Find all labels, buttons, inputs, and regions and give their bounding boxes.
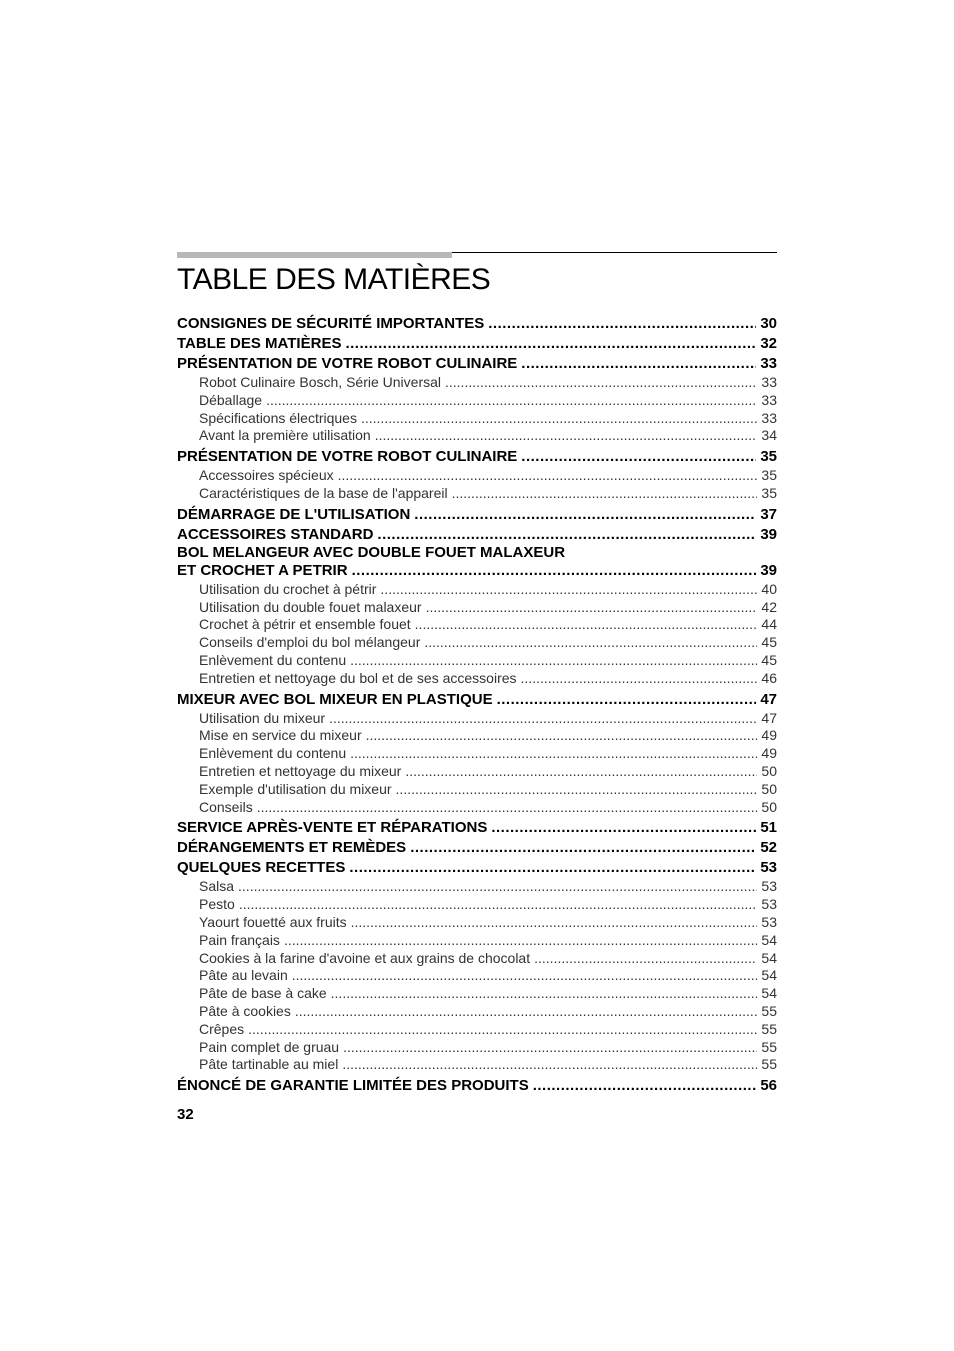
toc-section-entry[interactable] [177,314,777,334]
toc-entry-page: 39 [760,525,777,543]
toc-dot-leader [497,690,757,710]
toc-dot-leader [342,1056,757,1074]
toc-subsection-entry[interactable] [177,581,777,599]
toc-section-entry[interactable] [177,858,777,878]
toc-subsection-entry[interactable] [177,1021,777,1039]
toc-entry-label: Yaourt fouetté aux fruits [199,913,347,930]
toc-dot-leader [350,652,757,670]
toc-entry-page: 53 [761,913,777,930]
toc-entry-page: 53 [760,859,777,877]
toc-entry-label: Pâte de base à cake [199,985,327,1002]
toc-entry-page: 30 [760,315,777,332]
toc-entry-label: Spécifications électriques [199,409,357,426]
toc-entry-page: 35 [761,467,777,484]
toc-entry-page: 52 [760,839,777,857]
toc-dot-leader [415,616,758,634]
toc-entry-page: 45 [761,634,777,651]
toc-subsection-entry[interactable] [177,427,777,445]
toc-entry-label: Pâte à cookies [199,1002,291,1019]
toc-subsection-entry[interactable] [177,799,777,817]
toc-entry-label: Utilisation du mixeur [199,709,326,726]
toc-dot-leader [426,599,758,617]
toc-entry-label: PRÉSENTATION DE VOTRE ROBOT CULINAIRE [177,355,518,372]
toc-entry-label: ET CROCHET A PETRIR [177,561,348,579]
toc-entry-page: 39 [760,561,777,579]
toc-entry-label: DÉMARRAGE DE L'UTILISATION [177,505,411,523]
toc-dot-leader [350,745,757,763]
toc-section-entry[interactable] [177,1076,777,1096]
toc-section-entry[interactable] [177,354,777,374]
toc-entry-label: Enlèvement du contenu [199,745,347,762]
toc-entry-label: Pain français [199,931,280,948]
toc-entry-label: Crochet à pétrir et ensemble fouet [199,616,411,633]
toc-dot-leader [452,485,758,503]
toc-dot-leader [521,354,756,374]
toc-dot-leader [345,334,756,354]
page-number: 32 [177,1106,194,1123]
toc-subsection-entry[interactable] [177,710,777,728]
toc-entry-page: 50 [761,798,777,815]
toc-dot-leader [351,914,758,932]
toc-entry-label: TABLE DES MATIÈRES [177,335,342,352]
toc-dot-leader [424,634,757,652]
toc-entry-label: Pâte tartinable au miel [199,1056,339,1073]
toc-dot-leader [366,727,758,745]
toc-dot-leader [405,763,757,781]
toc-entry-page: 46 [761,669,777,686]
toc-dot-leader [534,950,757,968]
toc-section-entry[interactable] [177,447,777,467]
toc-entry-label: Pain complet de gruau [199,1038,340,1055]
toc-dot-leader [331,985,758,1003]
toc-entry-page: 47 [761,709,777,726]
toc-entry-page: 40 [761,580,777,597]
toc-subsection-entry[interactable] [177,745,777,763]
toc-entry-page: 53 [761,878,777,895]
toc-entry-label: Caractéristiques de la base de l'appareil [199,484,448,501]
toc-entry-page: 55 [761,1038,777,1055]
toc-entry-label: Robot Culinaire Bosch, Série Universal [199,374,441,390]
toc-dot-leader [361,410,757,428]
toc-entry-label: CONSIGNES DE SÉCURITÉ IMPORTANTES [177,315,485,332]
toc-subsection-entry[interactable] [177,467,777,485]
toc-entry-label: Pesto [199,896,235,913]
toc-entry-label: Salsa [199,878,235,895]
page-title: TABLE DES MATIÈRES [177,263,491,296]
toc-entry-page: 45 [761,651,777,668]
toc-dot-leader [338,467,758,485]
toc-entry-page: 53 [761,896,777,913]
toc-subsection-entry[interactable] [177,781,777,799]
toc-entry-page: 55 [761,1020,777,1037]
toc-entry-label: Entretien et nettoyage du mixeur [199,762,402,779]
toc-entry-page: 55 [761,1002,777,1019]
toc-subsection-entry[interactable] [177,616,777,634]
toc-entry-label: Pâte au levain [199,967,288,984]
toc-entry-label: PRÉSENTATION DE VOTRE ROBOT CULINAIRE [177,448,518,466]
toc-entry-label: Accessoires spécieux [199,467,334,484]
toc-entry-page: 42 [761,598,777,615]
toc-subsection-entry[interactable] [177,967,777,985]
toc-dot-leader [295,1003,758,1021]
toc-entry-page: 49 [761,745,777,762]
toc-entry-page: 33 [760,355,777,372]
toc-dot-leader [396,781,758,799]
toc-dot-leader [380,581,757,599]
toc-subsection-entry[interactable] [177,950,777,968]
toc-subsection-entry[interactable] [177,985,777,1003]
toc-entry-label: Conseils [199,798,253,815]
toc-subsection-entry[interactable] [177,374,777,392]
toc-subsection-entry[interactable] [177,932,777,950]
toc-dot-leader [521,447,756,467]
toc-subsection-entry[interactable] [177,763,777,781]
toc-subsection-entry[interactable] [177,670,777,688]
toc-subsection-entry[interactable] [177,410,777,428]
toc-section-entry[interactable] [177,818,777,838]
toc-entry-page: 44 [761,616,777,633]
toc-entry-label: Mise en service du mixeur [199,727,362,744]
toc-entry-line: BOL MELANGEUR AVEC DOUBLE FOUET MALAXEUR [177,543,566,561]
toc-entry-label: SERVICE APRÈS-VENTE ET RÉPARATIONS [177,819,488,837]
toc-entry-page: 49 [761,727,777,744]
toc-entry-page: 51 [760,819,777,837]
toc-dot-leader [414,505,756,525]
toc-entry-label: Conseils d'emploi du bol mélangeur [199,634,421,651]
toc-section-entry[interactable] [177,838,777,858]
toc-dot-leader [257,799,758,817]
toc-subsection-entry[interactable] [177,652,777,670]
toc-section-entry[interactable] [177,334,777,354]
toc-entry-label: Entretien et nettoyage du bol et de ses accessoires [199,669,517,686]
toc-entry-label: DÉRANGEMENTS ET REMÈDES [177,839,407,857]
toc-entry-page: 33 [761,391,777,408]
table-of-contents [177,314,777,1096]
toc-entry-label: Cookies à la farine d'avoine et aux grains de chocolat [199,949,531,966]
toc-entry-page: 37 [760,505,777,523]
toc-entry-page: 55 [761,1056,777,1073]
toc-dot-leader [488,314,756,334]
toc-dot-leader [349,858,756,878]
toc-entry-label: Crêpes [199,1020,245,1037]
toc-entry-page: 54 [761,967,777,984]
toc-subsection-entry[interactable] [177,599,777,617]
header-rule-bar [177,252,452,258]
toc-subsection-entry[interactable] [177,392,777,410]
toc-section-entry[interactable] [177,525,777,545]
toc-dot-leader [266,392,757,410]
toc-entry-page: 35 [761,484,777,501]
toc-dot-leader [445,374,757,392]
toc-subsection-entry[interactable] [177,914,777,932]
toc-dot-leader [533,1076,757,1096]
toc-entry-page: 50 [761,780,777,797]
toc-subsection-entry[interactable] [177,1039,777,1057]
header-rule [177,252,777,258]
toc-subsection-entry[interactable] [177,634,777,652]
toc-entry-label: ACCESSOIRES STANDARD [177,525,374,543]
toc-subsection-entry[interactable] [177,1003,777,1021]
toc-subsection-entry[interactable] [177,727,777,745]
toc-dot-leader [491,818,756,838]
toc-entry-page: 32 [760,335,777,352]
toc-entry-page: 54 [761,949,777,966]
toc-dot-leader [239,896,758,914]
toc-entry-label: Enlèvement du contenu [199,651,347,668]
toc-subsection-entry[interactable] [177,896,777,914]
toc-entry-label: Avant la première utilisation [199,427,371,444]
toc-entry-label: Utilisation du crochet à pétrir [199,580,377,597]
toc-section-entry[interactable] [177,505,777,525]
toc-dot-leader [329,710,757,728]
toc-dot-leader [521,670,758,688]
toc-entry-label: ÉNONCÉ DE GARANTIE LIMITÉE DES PRODUITS [177,1077,529,1095]
toc-dot-leader [375,427,758,445]
toc-entry-page: 47 [760,690,777,708]
toc-subsection-entry[interactable] [177,878,777,896]
toc-section-entry[interactable] [177,690,777,710]
toc-entry-page: 34 [761,427,777,444]
toc-entry-label: MIXEUR AVEC BOL MIXEUR EN PLASTIQUE [177,690,493,708]
toc-dot-leader [284,932,757,950]
toc-entry-page: 33 [761,409,777,426]
toc-entry-label: Utilisation du double fouet malaxeur [199,598,422,615]
toc-dot-leader [343,1039,757,1057]
toc-dot-leader [292,967,758,985]
toc-dot-leader [410,838,756,858]
toc-entry-label: Déballage [199,391,263,408]
toc-entry-label: QUELQUES RECETTES [177,859,346,877]
toc-subsection-entry[interactable] [177,485,777,503]
toc-dot-leader [377,525,756,545]
toc-dot-leader [248,1021,757,1039]
toc-entry-page: 54 [761,985,777,1002]
toc-entry-page: 35 [760,448,777,466]
toc-dot-leader [238,878,757,896]
toc-entry-page: 54 [761,931,777,948]
toc-dot-leader [352,561,757,581]
toc-entry-page: 56 [760,1077,777,1095]
toc-subsection-entry[interactable] [177,1056,777,1074]
toc-entry-label: Exemple d'utilisation du mixeur [199,780,392,797]
toc-entry-page: 33 [761,374,777,390]
toc-section-entry[interactable] [177,561,777,581]
toc-entry-page: 50 [761,762,777,779]
